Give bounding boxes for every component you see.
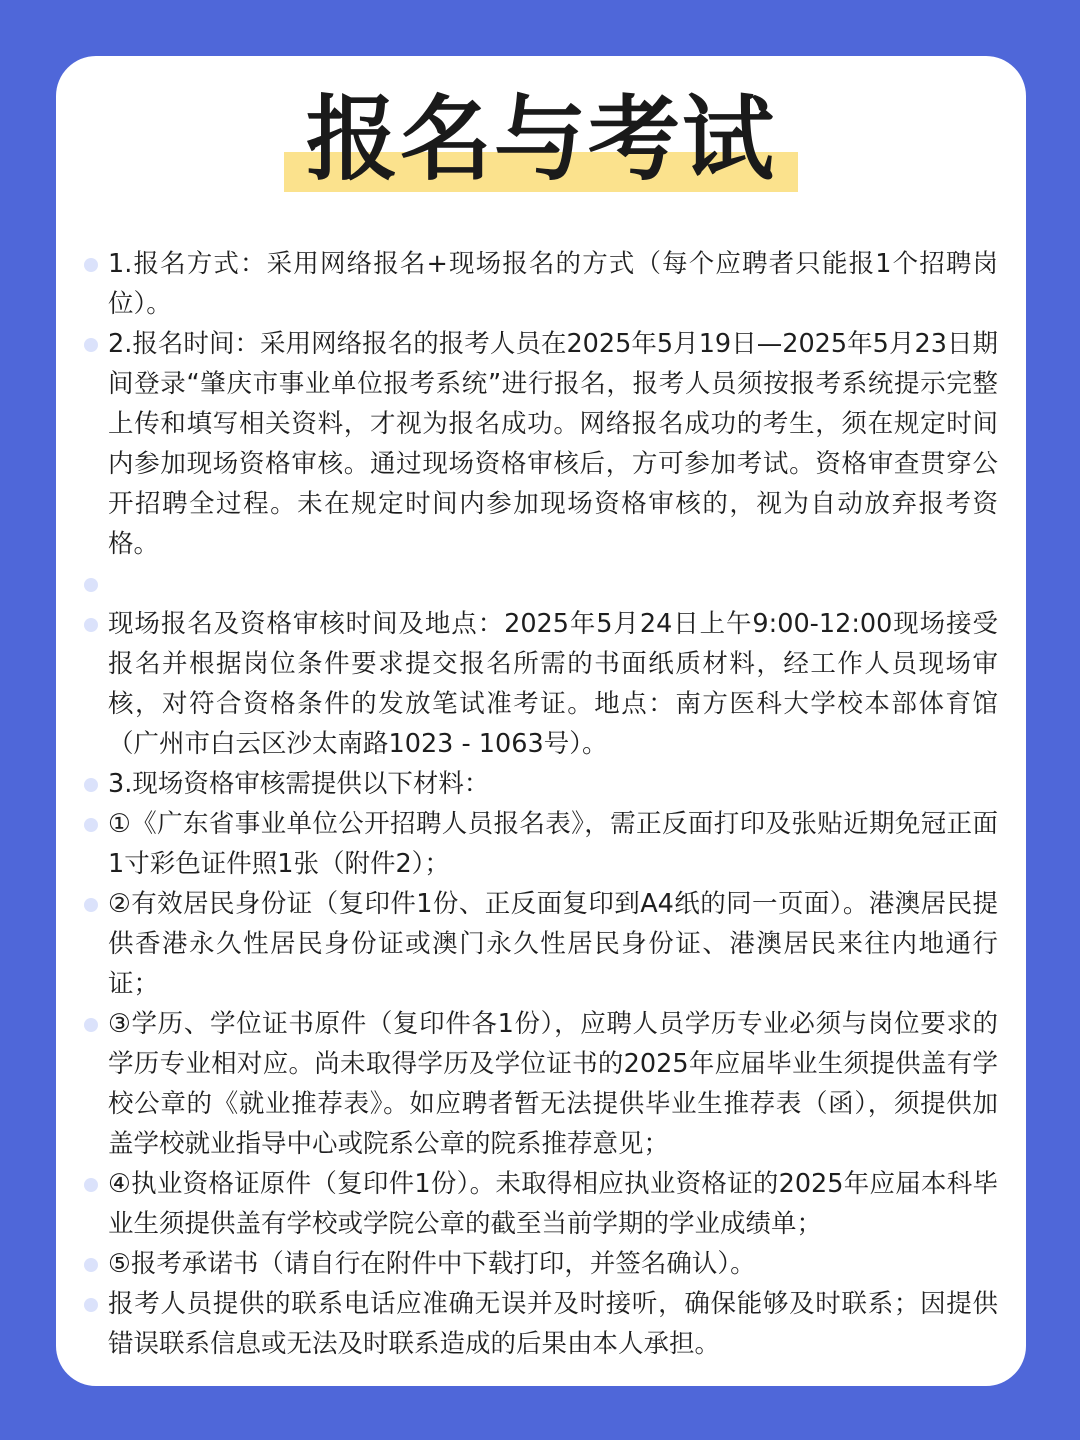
bullet-dot-icon xyxy=(84,1178,98,1192)
bullet-dot-icon xyxy=(84,578,98,592)
list-item-text: ⑤报考承诺书（请自行在附件中下载打印，并签名确认）。 xyxy=(108,1249,756,1279)
list-item xyxy=(108,804,998,884)
list-item-text: ④执业资格证原件（复印件1份）。未取得相应执业资格证的2025年应届本科毕业生须提供盖有学校或学院公章的截至当前学期的学业成绩单； xyxy=(108,1169,998,1239)
page-title-text: 报名与考试 xyxy=(305,86,776,193)
list-item-text: ③学历、学位证书原件（复印件各1份），应聘人员学历专业必须与岗位要求的学历专业相对应。尚未取得学历及学位证书的2025年应届毕业生须提供盖有学校公章的《就业推荐表》。如应聘者暂无法提供毕业生推荐表（函），须提供加盖学校就业指导中心或院系公章的院系推荐意见； xyxy=(108,1009,998,1159)
bullet-dot-icon xyxy=(84,898,98,912)
bullet-dot-icon xyxy=(84,1258,98,1272)
list-item-text: ②有效居民身份证（复印件1份、正反面复印到A4纸的同一页面）。港澳居民提供香港永久性居民身份证或澳门永久性居民身份证、港澳居民来往内地通行证； xyxy=(108,889,998,999)
bullet-dot-icon xyxy=(84,778,98,792)
list-item xyxy=(108,604,998,764)
bullet-dot-icon xyxy=(84,258,98,272)
bullet-list xyxy=(108,244,998,1364)
list-item-text: ①《广东省事业单位公开招聘人员报名表》，需正反面打印及张贴近期免冠正面1寸彩色证件照1张（附件2）； xyxy=(108,809,998,879)
list-item xyxy=(108,1244,998,1284)
list-item-text: 现场报名及资格审核时间及地点：2025年5月24日上午9:00-12:00现场接受报名并根据岗位条件要求提交报名所需的书面纸质材料，经工作人员现场审核，对符合资格条件的发放笔试准考证。地点：南方医科大学校本部体育馆（广州市白云区沙太南路1023 - 1063号）。 xyxy=(108,609,998,759)
list-item-text: 1.报名方式：采用网络报名+现场报名的方式（每个应聘者只能报1个招聘岗位）。 xyxy=(108,249,998,319)
list-item xyxy=(108,324,998,564)
bullet-dot-icon xyxy=(84,618,98,632)
list-item-text xyxy=(108,564,998,604)
list-item xyxy=(108,884,998,1004)
bullet-dot-icon xyxy=(84,1298,98,1312)
list-item-text: 3.现场资格审核需提供以下材料： xyxy=(108,769,490,799)
content-card xyxy=(56,56,1026,1386)
bullet-dot-icon xyxy=(84,818,98,832)
bullet-dot-icon xyxy=(84,1018,98,1032)
list-item xyxy=(108,1164,998,1244)
list-item xyxy=(108,1004,998,1164)
page-title xyxy=(284,86,798,193)
list-item xyxy=(108,764,998,804)
title-area xyxy=(56,86,1026,193)
list-item xyxy=(108,564,998,604)
bullet-dot-icon xyxy=(84,338,98,352)
list-item xyxy=(108,1284,998,1364)
list-item-text: 报考人员提供的联系电话应准确无误并及时接听，确保能够及时联系；因提供错误联系信息或无法及时联系造成的后果由本人承担。 xyxy=(108,1289,998,1359)
list-item-text: 2.报名时间：采用网络报名的报考人员在2025年5月19日—2025年5月23日期间登录“肇庆市事业单位报考系统”进行报名，报考人员须按报考系统提示完整上传和填写相关资料，才视为报名成功。网络报名成功的考生，须在规定时间内参加现场资格审核。通过现场资格审核后，方可参加考试。资格审查贯穿公开招聘全过程。未在规定时间内参加现场资格审核的，视为自动放弃报考资格。 xyxy=(108,329,998,559)
list-item xyxy=(108,244,998,324)
